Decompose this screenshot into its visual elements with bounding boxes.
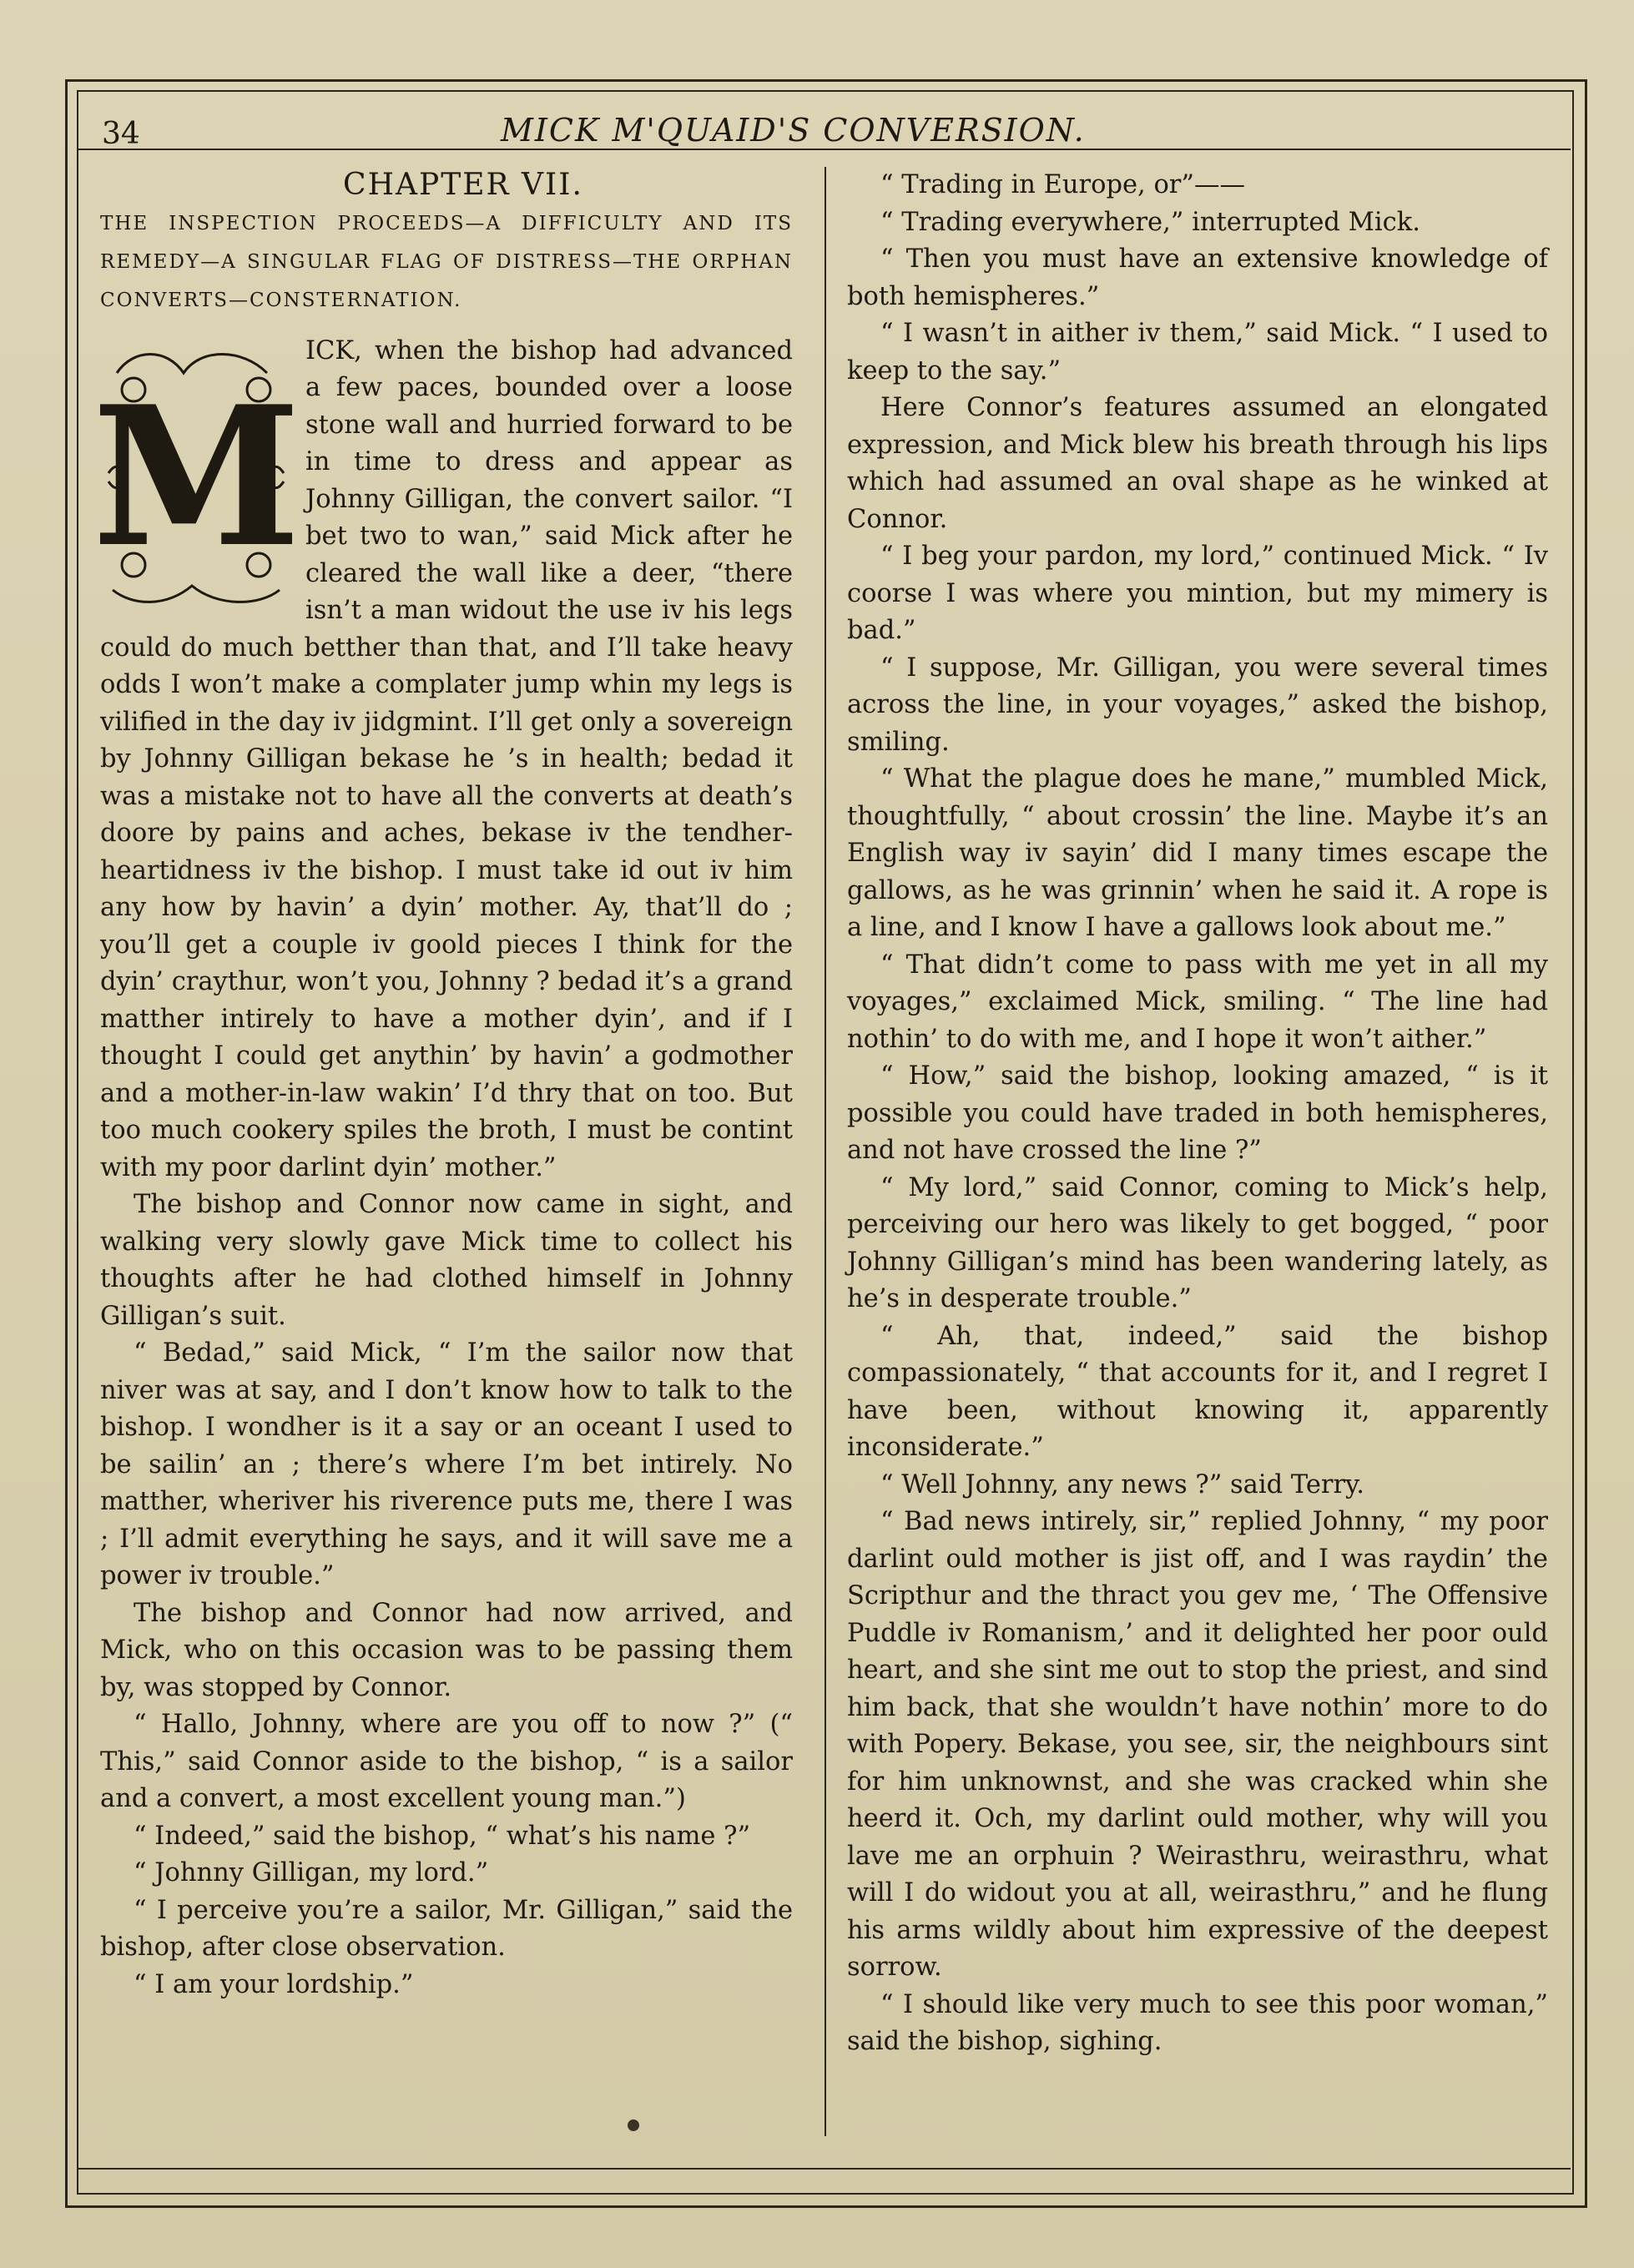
opening-paragraph-wrap (100, 333, 793, 1187)
paragraph: “ My lord,” said Connor, coming to Mick’s help, perceiving our hero was likely to get bogged, “ poor Johnny Gilligan’s mind has been wandering lately, as he’s in desperate trouble.” (847, 1172, 1548, 1313)
page-number: 34 (102, 117, 140, 151)
paragraph: “ Well Johnny, any news ?” said Terry. (880, 1469, 1364, 1499)
paragraph: “ Johnny Gilligan, my lord.” (134, 1858, 489, 1887)
paragraph: “ Trading in Europe, or”—— (880, 170, 1245, 199)
paragraph: “ I perceive you’re a sailor, Mr. Gilligan,” said the bishop, after close observation. (100, 1895, 793, 1962)
paragraph: “ Bad news intirely, sir,” replied Johnny, “ my poor darlint ould mother is jist off, and I was raydin’ the Scripthur and the thract you gev me, ‘ The Offensive Puddle iv Romanism,’ and it delighted her poor ould heart, and she sint me out to stop the priest, and sind him back, that she wouldn’t have nothin’ more to do with Popery. Bekase, you see, sir, the neighbours sint for him unknownst, and she was cracked whin she heerd it. Och, my darlint ould mother, why will you lave me an orphuin ? Weirasthru, weirasthru, what will I do widout you at all, weirasthru,” and he flung his arms wildly about him expressive of the deepest sorrow. (847, 1507, 1548, 1982)
paragraph: “ Ah, that, indeed,” said the bishop compassionately, “ that accounts for it, and I regret I have been, without knowing it, apparently inconsiderate.” (847, 1321, 1548, 1462)
footer-rule (77, 2168, 1571, 2170)
paragraph: “ What the plague does he mane,” mumbled Mick, thoughtfully, “ about crossin’ the line. Maybe it’s an English way iv sayin’ did I many times escape the gallows, as he was grinnin’ when he said it. A rope is a line, and I know I have a gallows look about me.” (847, 764, 1548, 942)
paragraph: ICK, when the bishop had advanced a few paces, bounded over a loose stone wall and hurried forward to be in time to dress and appear as Johnny Gilligan, the convert sailor. “I bet two to wan,” said Mick after he cleared the wall like a deer, “there isn’t a man widout the use iv his legs could do much betther than that, and I’ll take heavy odds I won’t make a complater jump whin my legs is vilified in the day iv jidgmint. I’ll get only a sovereign by Johnny Gilligan bekase he ’s in health; bedad it was a mistake not to have all the converts at death’s doore by pains and aches, bekase iv the tendher-heartidness iv the bishop. I must take id out iv him any how by havin’ a dyin’ mother. Ay, that’ll do ; you’ll get a couple iv goold pieces I think for the dyin’ craythur, won’t you, Johnny ? bedad it’s a grand matther intirely to have a mother dyin’, and if I thought I could get anythin’ by havin’ a godmother and a mother-in-law wakin’ I’d thry that on too. But too much cookery spiles the broth, I must be contint with my poor darlint dyin’ mother.” (100, 335, 793, 1182)
chapter-title: CHAPTER VII. (343, 168, 583, 202)
drop-cap-icon (100, 340, 292, 615)
paragraph: “ How,” said the bishop, looking amazed, “ is it possible you could have traded in both hemispheres, and not have crossed the line ?” (847, 1061, 1548, 1165)
paragraph: “ Hallo, Johnny, where are you off to now ?” (“ This,” said Connor aside to the bishop, “ is a sailor and a convert, a most excellent young man.”) (100, 1710, 793, 1813)
paragraph: “ Trading everywhere,” interrupted Mick. (880, 207, 1420, 237)
paragraph: “ I should like very much to see this poor woman,” said the bishop, sighing. (847, 1989, 1548, 2056)
paragraph: “ That didn’t come to pass with me yet in all my voyages,” exclaimed Mick, smiling. “ The line had nothin’ to do with me, and I hope it won’t aither.” (847, 950, 1548, 1054)
chapter-summary: THE INSPECTION PROCEEDS—A DIFFICULTY AND ITS REMEDY—A SINGULAR FLAG OF DISTRESS—THE ORPHAN CONVERTS—CONSTERNATION. (100, 212, 793, 311)
running-title: MICK M'QUAID'S CONVERSION. (501, 112, 1086, 149)
paragraph: “ Indeed,” said the bishop, “ what’s his name ?” (134, 1821, 751, 1851)
paragraph: “ I am your lordship.” (134, 1969, 414, 1999)
drop-cap-letter: M (100, 364, 292, 590)
paragraph: “ Then you must have an extensive knowledge of both hemispheres.” (847, 244, 1548, 311)
paragraph: Here Connor’s features assumed an elongated expression, and Mick blew his breath through his lips which had assumed an oval shape as he winked at Connor. (847, 393, 1548, 534)
paragraph: The bishop and Connor now came in sight, and walking very slowly gave Mick time to collect his thoughts after he had clothed himself in Johnny Gilligan’s suit. (100, 1190, 793, 1331)
left-column (100, 167, 793, 2003)
header-rule (77, 149, 1571, 150)
right-column (847, 167, 1548, 2061)
column-divider (825, 167, 826, 2136)
bullet-ornament-icon (628, 2119, 639, 2131)
paragraph: “ I beg your pardon, my lord,” continued Mick. “ Iv coorse I was where you mintion, but my mimery is bad.” (847, 542, 1548, 645)
drop-cap-ornament (100, 340, 292, 615)
paragraph: “ I wasn’t in aither iv them,” said Mick. “ I used to keep to the say.” (847, 319, 1548, 386)
paragraph: The bishop and Connor had now arrived, and Mick, who on this occasion was to be passing them by, was stopped by Connor. (100, 1598, 793, 1702)
paragraph: “ Bedad,” said Mick, “ I’m the sailor now that niver was at say, and I don’t know how to talk to the bishop. I wondher is it a say or an oceant I used to be sailin’ an ; there’s where I’m bet intirely. No matther, wheriver his riverence puts me, there I was ; I’ll admit everything he says, and it will save me a power iv trouble.” (100, 1338, 793, 1590)
paragraph: “ I suppose, Mr. Gilligan, you were several times across the line, in your voyages,” asked the bishop, smiling. (847, 653, 1548, 757)
